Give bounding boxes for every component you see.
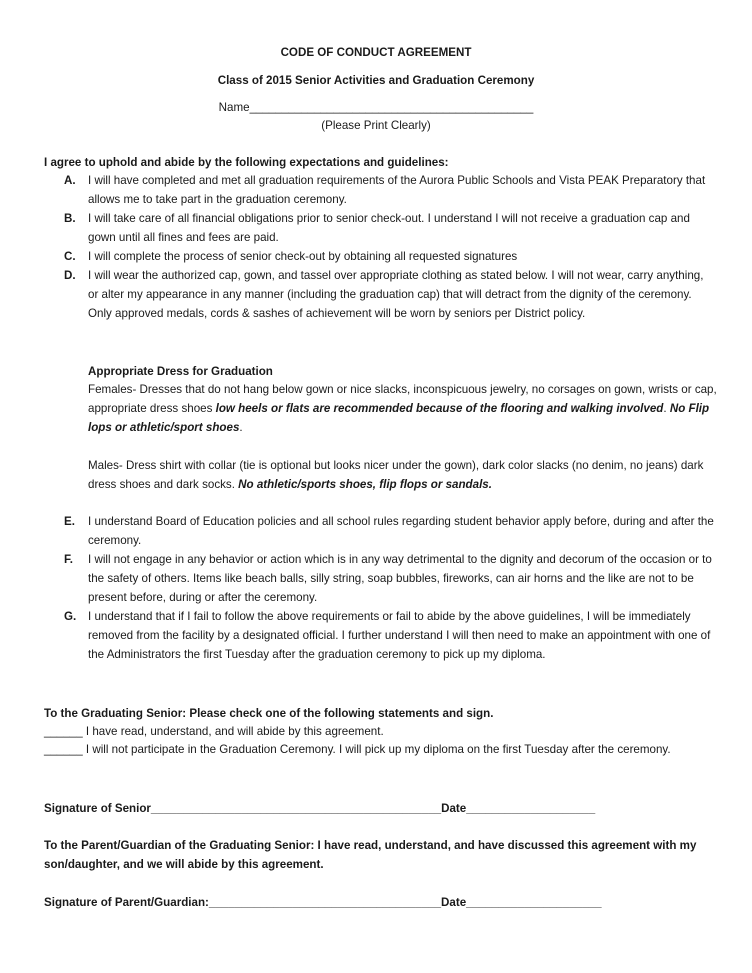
agreement-intro: I agree to uphold and abide by the following expectations and guidelines: xyxy=(44,156,449,169)
list-item xyxy=(64,247,714,266)
list-item xyxy=(64,266,714,323)
dress-code-males xyxy=(88,456,718,494)
list-item xyxy=(64,607,714,664)
dress-code-heading: Appropriate Dress for Graduation xyxy=(88,365,273,378)
item-letter: D. xyxy=(64,269,76,282)
print-clearly-note: (Please Print Clearly) xyxy=(321,119,431,132)
item-text: I will complete the process of senior check-out by obtaining all requested signatures xyxy=(88,250,518,263)
expectations-list-part1 xyxy=(64,171,714,323)
item-text: I will not engage in any behavior or action which is in any way detrimental to the dignity and decorum of the occasion or to the safety of others. Items like beach balls, silly string, soap bubbles, fireworks, can air horns and the like are not to be present before, during or after the ceremony. xyxy=(88,553,712,604)
item-letter: C. xyxy=(64,250,76,263)
item-text: I will wear the authorized cap, gown, and tassel over appropriate clothing as stated below. I will not wear, carry anything, or alter my appearance in any manner (including the graduation cap) that will detract from the dignity of the ceremony. Only approved medals, cords & sashes of achievement will be worn by seniors per District policy. xyxy=(88,269,704,320)
females-emphasis-2: No Flip lops or athletic/sport shoes xyxy=(88,402,710,434)
item-letter: E. xyxy=(64,515,75,528)
males-text: Males- Dress shirt with collar (tie is optional but looks nicer under the gown), dark color slacks (no denim, no jeans) dark dress shoes and dark socks. xyxy=(88,459,704,491)
parent-signature-line[interactable]: Signature of Parent/Guardian:____________________________________Date_____________________ xyxy=(44,896,602,909)
males-emphasis: No athletic/sports shoes, flip flops or sandals. xyxy=(238,478,492,491)
document-title: CODE OF CONDUCT AGREEMENT xyxy=(280,46,472,59)
senior-option-participate[interactable]: ______ I have read, understand, and will abide by this agreement. xyxy=(44,725,384,738)
item-letter: B. xyxy=(64,212,76,225)
senior-option-not-participate[interactable]: ______ I will not participate in the Graduation Ceremony. I will pick up my diploma on the first Tuesday after the ceremony. xyxy=(44,743,671,756)
expectations-list-part2 xyxy=(64,512,714,664)
females-separator: . xyxy=(663,402,670,415)
females-end: . xyxy=(239,421,243,434)
list-item xyxy=(64,209,714,247)
item-text: I understand Board of Education policies and all school rules regarding student behavior apply before, during and after the ceremony. xyxy=(88,515,714,547)
females-text: Females- Dresses that do not hang below gown or nice slacks, inconspicuous jewelry, no corsages on gown, wrists or cap, appropriate dress shoes xyxy=(88,383,717,415)
list-item xyxy=(64,512,714,550)
senior-signature-line[interactable]: Signature of Senior_____________________________________________Date____________________ xyxy=(44,802,596,815)
item-text: I will take care of all financial obligations prior to senior check-out. I understand I will not receive a graduation cap and gown until all fines and fees are paid. xyxy=(88,212,690,244)
item-letter: F. xyxy=(64,553,74,566)
list-item xyxy=(64,171,714,209)
senior-section-heading: To the Graduating Senior: Please check one of the following statements and sign. xyxy=(44,707,494,720)
item-letter: G. xyxy=(64,610,77,623)
document-subtitle: Class of 2015 Senior Activities and Graduation Ceremony xyxy=(217,74,535,87)
name-field-line[interactable]: Name____________________________________________ xyxy=(218,101,534,114)
females-emphasis-1: low heels or flats are recommended because of the flooring and walking involved xyxy=(215,402,664,415)
item-letter: A. xyxy=(64,174,76,187)
list-item xyxy=(64,550,714,607)
dress-code-females xyxy=(88,380,718,437)
item-text: I understand that if I fail to follow the above requirements or fail to abide by the above guidelines, I will be immediately removed from the facility by a designated official. I further understand I will then need to make an appointment with one of the Administrators the first Tuesday after the graduation ceremony to pick up my diploma. xyxy=(88,610,711,661)
item-text: I will have completed and met all graduation requirements of the Aurora Public Schools and Vista PEAK Preparatory that allows me to take part in the graduation ceremony. xyxy=(88,174,706,206)
parent-section-heading: To the Parent/Guardian of the Graduating Senior: I have read, understand, and have discussed this agreement with my son/daughter, and we will abide by this agreement. xyxy=(44,839,697,871)
